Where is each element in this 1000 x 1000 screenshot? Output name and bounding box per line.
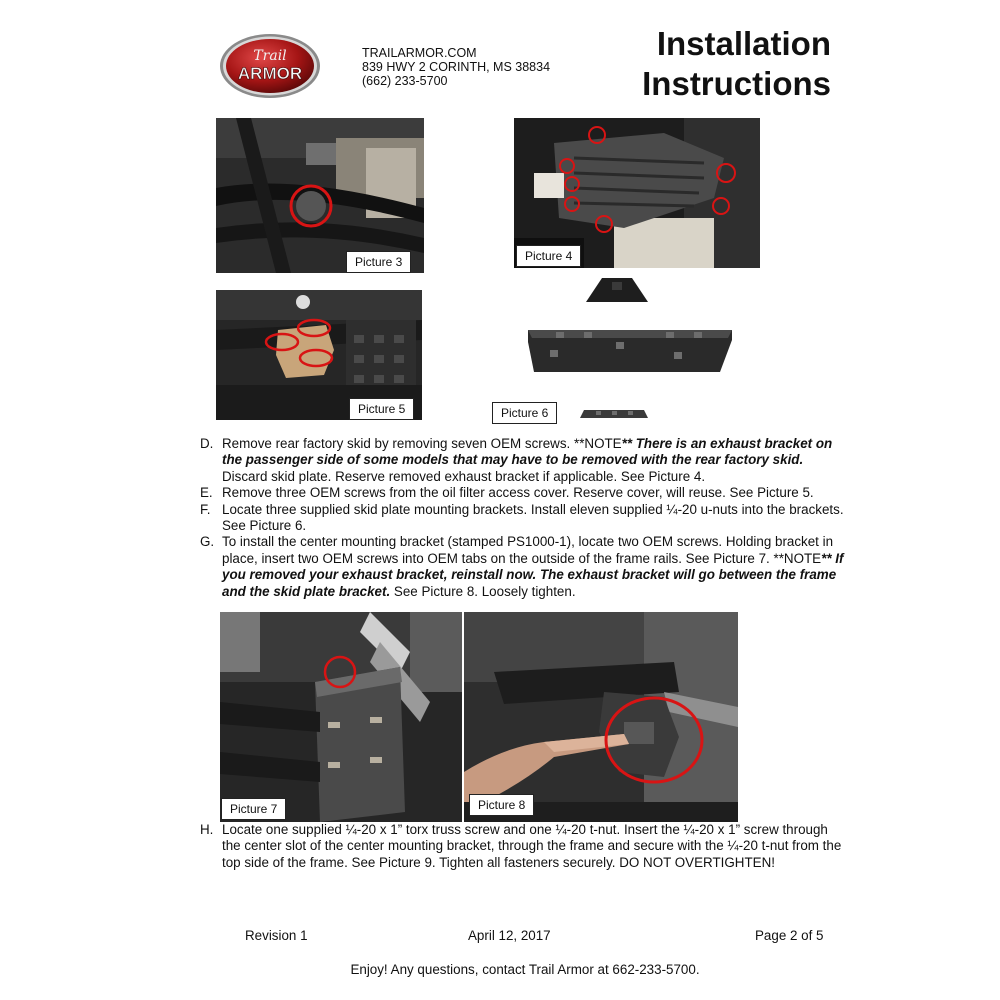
- picture-3-photo: [216, 118, 424, 273]
- picture-7-photo: [220, 612, 462, 822]
- footer-contact: Enjoy! Any questions, contact Trail Armor at 662-233-5700.: [350, 962, 700, 977]
- picture-8-caption: Picture 8: [469, 794, 534, 816]
- picture-5-caption: Picture 5: [349, 398, 414, 420]
- picture-6-parts: [484, 272, 774, 432]
- picture-4-photo: [514, 118, 760, 268]
- footer-page-number: Page 2 of 5: [755, 928, 824, 943]
- picture-6-caption: Picture 6: [492, 402, 557, 424]
- instruction-steps-d-g: [200, 436, 850, 600]
- picture-7-caption: Picture 7: [221, 798, 286, 820]
- step-h: H. Locate one supplied ¼-20 x 1” torx truss screw and one ¼-20 t-nut. Insert the ¼-20 x 1” screw through the center slot of the center mounting bracket, through the frame and secure with the ¼-20 t-nut from the top side of the frame. See Picture 9. Tighten all fasteners securely. DO NOT OVERTIGHTEN!: [200, 822, 842, 870]
- page-title: Installation Instructions: [642, 25, 831, 102]
- picture-8-photo: [464, 612, 738, 822]
- company-info: [362, 46, 550, 88]
- company-website: TRAILARMOR.COM: [362, 46, 477, 60]
- picture-3-caption: Picture 3: [346, 251, 411, 273]
- instruction-step-h: [200, 822, 850, 871]
- footer-date: April 12, 2017: [468, 928, 551, 943]
- svg-text:Trail: Trail: [253, 48, 287, 64]
- footer-revision: Revision 1: [245, 928, 308, 943]
- picture-4-caption: Picture 4: [516, 245, 581, 267]
- step-e: E. Remove three OEM screws from the oil filter access cover. Reserve cover, will reuse. See Picture 5.: [200, 485, 814, 501]
- svg-text:ARMOR: ARMOR: [237, 64, 303, 83]
- step-g: G. To install the center mounting bracket (stamped PS1000-1), locate two OEM screws. Holding bracket in place, insert two OEM screws into OEM tabs on the outside of the frame rails. See Picture 7. **NOTE** If you removed your exhaust bracket, reinstall now. The exhaust bracket will go between the frame and the skid plate bracket. See Picture 8. Loosely tighten.: [200, 534, 844, 599]
- company-address: 839 HWY 2 CORINTH, MS 38834: [362, 60, 551, 74]
- step-f: F. Locate three supplied skid plate mounting brackets. Install eleven supplied ¼-20 u-nuts into the brackets. See Picture 6.: [200, 501, 844, 534]
- company-phone: (662) 233-5700: [362, 74, 448, 88]
- step-d: D. Remove rear factory skid by removing seven OEM screws. **NOTE** There is an exhaust bracket on the passenger side of some models that may have to be removed with the rear factory skid. Discard skid plate. Reserve removed exhaust bracket if applicable. See Picture 4.: [200, 436, 833, 484]
- picture-5-photo: [216, 290, 422, 420]
- trail-armor-logo: [219, 33, 321, 99]
